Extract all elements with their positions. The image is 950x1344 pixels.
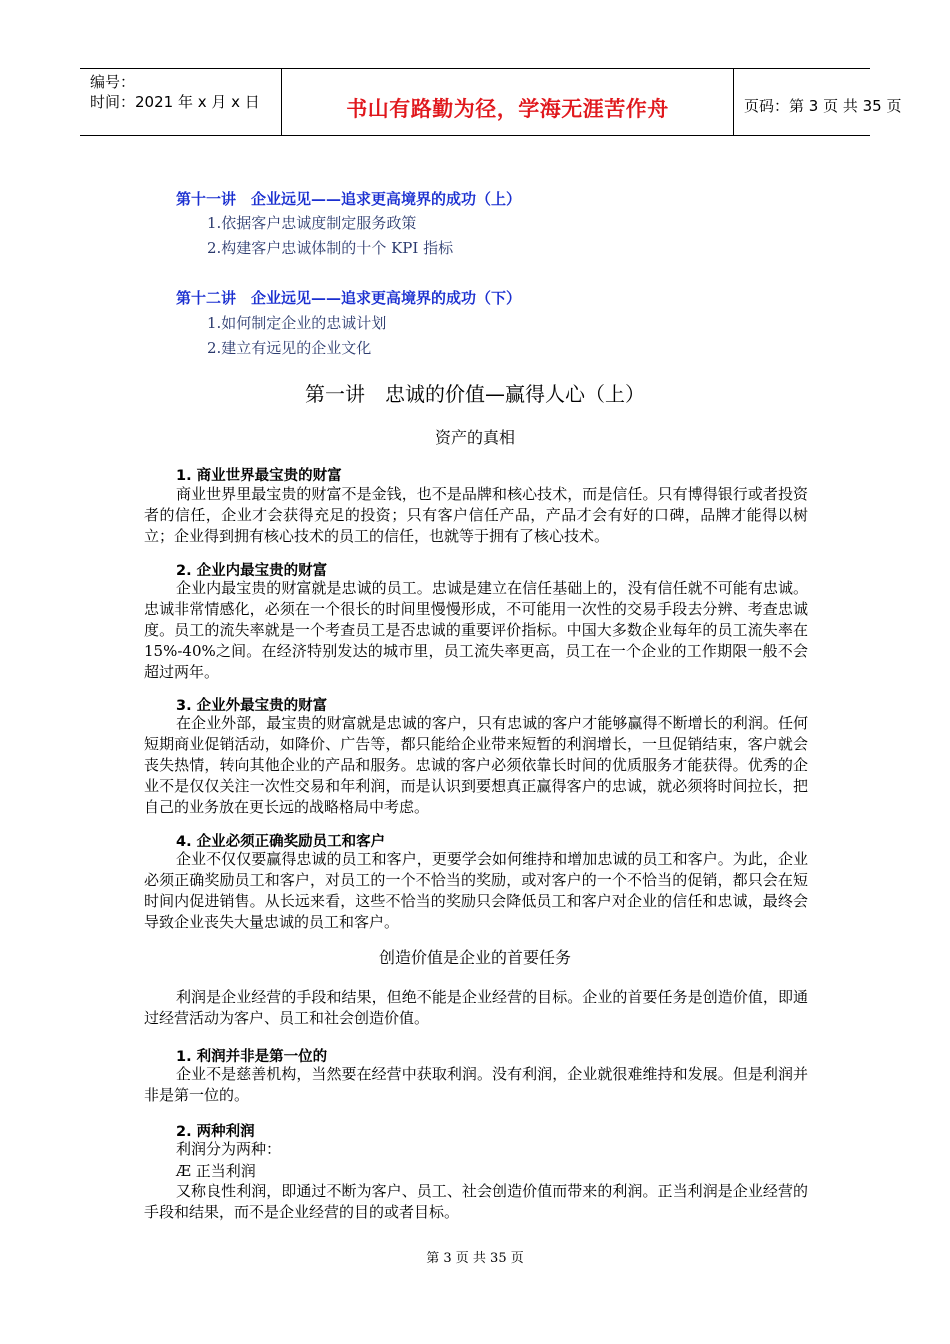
paragraph: 企业内最宝贵的财富就是忠诚的员工。忠诚是建立在信任基础上的，没有信任就不可能有忠诚。忠诚非常情感化，必须在一个很长的时间里慢慢形成，不可能用一次性的交易手段去分辨、考查忠诚度。员工的流失率就是一个考查员工是否忠诚的重要评价指标。中国大多数企业每年的员工流失率在 15%-40%之间。在经济特别发达的城市里，员工流失率更高，员工在一个企业的工作期限一般不会超过两年。 — [144, 579, 808, 681]
text-line: 利润分为两种： — [176, 1140, 282, 1158]
subsection-heading: 1. 商业世界最宝贵的财富 — [176, 468, 342, 484]
header-page-cell — [734, 69, 902, 135]
header-table — [80, 68, 902, 136]
subsection-heading: 2. 两种利润 — [176, 1124, 255, 1140]
document-time-label: 时间：2021 年 x 月 x 日 — [90, 93, 260, 111]
paragraph: 商业世界里最宝贵的财富不是金钱，也不是品牌和核心技术，而是信任。只有博得银行或者投资者的信任，企业才会获得充足的投资；只有客户信任产品，产品才会有好的口碑，品牌才能得以树立；企业得到拥有核心技术的员工的信任，也就等于拥有了核心技术。 — [144, 485, 808, 545]
toc-lecture11-item: 2.构建客户忠诚体制的十个 KPI 指标 — [207, 239, 454, 257]
paragraph: 企业不是慈善机构，当然要在经营中获取利润。没有利润，企业就很难维持和发展。但是利润并非是第一位的。 — [144, 1065, 808, 1104]
header-motto: 书山有路勤为径，学海无涯苦作舟 — [346, 97, 669, 121]
lecture-title: 第一讲 忠诚的价值—赢得人心（上） — [305, 382, 645, 406]
header-motto-cell — [282, 69, 734, 135]
paragraph: 企业不仅仅要赢得忠诚的员工和客户，更要学会如何维持和增加忠诚的员工和客户。为此，企业必须正确奖励员工和客户，对员工的一个不恰当的奖励，或对客户的一个不恰当的促销，都只会在短时间内促进销售。从长远来看，这些不恰当的奖励只会降低员工和客户对企业的信任和忠诚，最终会导致企业丧失大量忠诚的员工和客户。 — [144, 850, 808, 931]
paragraph: 在企业外部，最宝贵的财富就是忠诚的客户，只有忠诚的客户才能够赢得不断增长的利润。任何短期商业促销活动，如降价、广告等，都只能给企业带来短暂的利润增长，一旦促销结束，客户就会丧失热情，转向其他企业的产品和服务。忠诚的客户必须依靠长时间的优质服务才能获得。优秀的企业不是仅仅关注一次性交易和年利润，而是认识到要想真正赢得客户的忠诚，就必须将时间拉长，把自己的业务放在更长远的战略格局中考虑。 — [144, 714, 808, 816]
paragraph: 利润是企业经营的手段和结果，但绝不能是企业经营的目标。企业的首要任务是创造价值，即通过经营活动为客户、员工和社会创造价值。 — [144, 988, 808, 1027]
paragraph: 又称良性利润，即通过不断为客户、员工、社会创造价值而带来的利润。正当利润是企业经营的手段和结果，而不是企业经营的目的或者目标。 — [144, 1182, 808, 1221]
subsection-heading: 4. 企业必须正确奖励员工和客户 — [176, 834, 386, 850]
toc-lecture12-item: 1.如何制定企业的忠诚计划 — [207, 314, 387, 332]
toc-lecture12-item: 2.建立有远见的企业文化 — [207, 339, 372, 357]
subsection-heading: 1. 利润并非是第一位的 — [176, 1049, 328, 1065]
toc-lecture12-heading: 第十二讲 企业远见——追求更高境界的成功（下） — [176, 289, 522, 307]
bullet-line: Æ 正当利润 — [176, 1162, 256, 1180]
document-number-label: 编号： — [90, 73, 136, 91]
header-page-number: 页码：第 3 页 共 35 页 — [744, 97, 902, 115]
toc-lecture11-heading: 第十一讲 企业远见——追求更高境界的成功（上） — [176, 190, 522, 208]
subsection-heading: 2. 企业内最宝贵的财富 — [176, 563, 328, 579]
section-title: 资产的真相 — [434, 428, 515, 447]
subsection-heading: 3. 企业外最宝贵的财富 — [176, 698, 328, 714]
toc-lecture11-item: 1.依据客户忠诚度制定服务政策 — [207, 214, 417, 232]
page-footer: 第 3 页 共 35 页 — [426, 1251, 524, 1266]
header-meta-cell — [80, 69, 282, 135]
section-title: 创造价值是企业的首要任务 — [378, 948, 571, 967]
